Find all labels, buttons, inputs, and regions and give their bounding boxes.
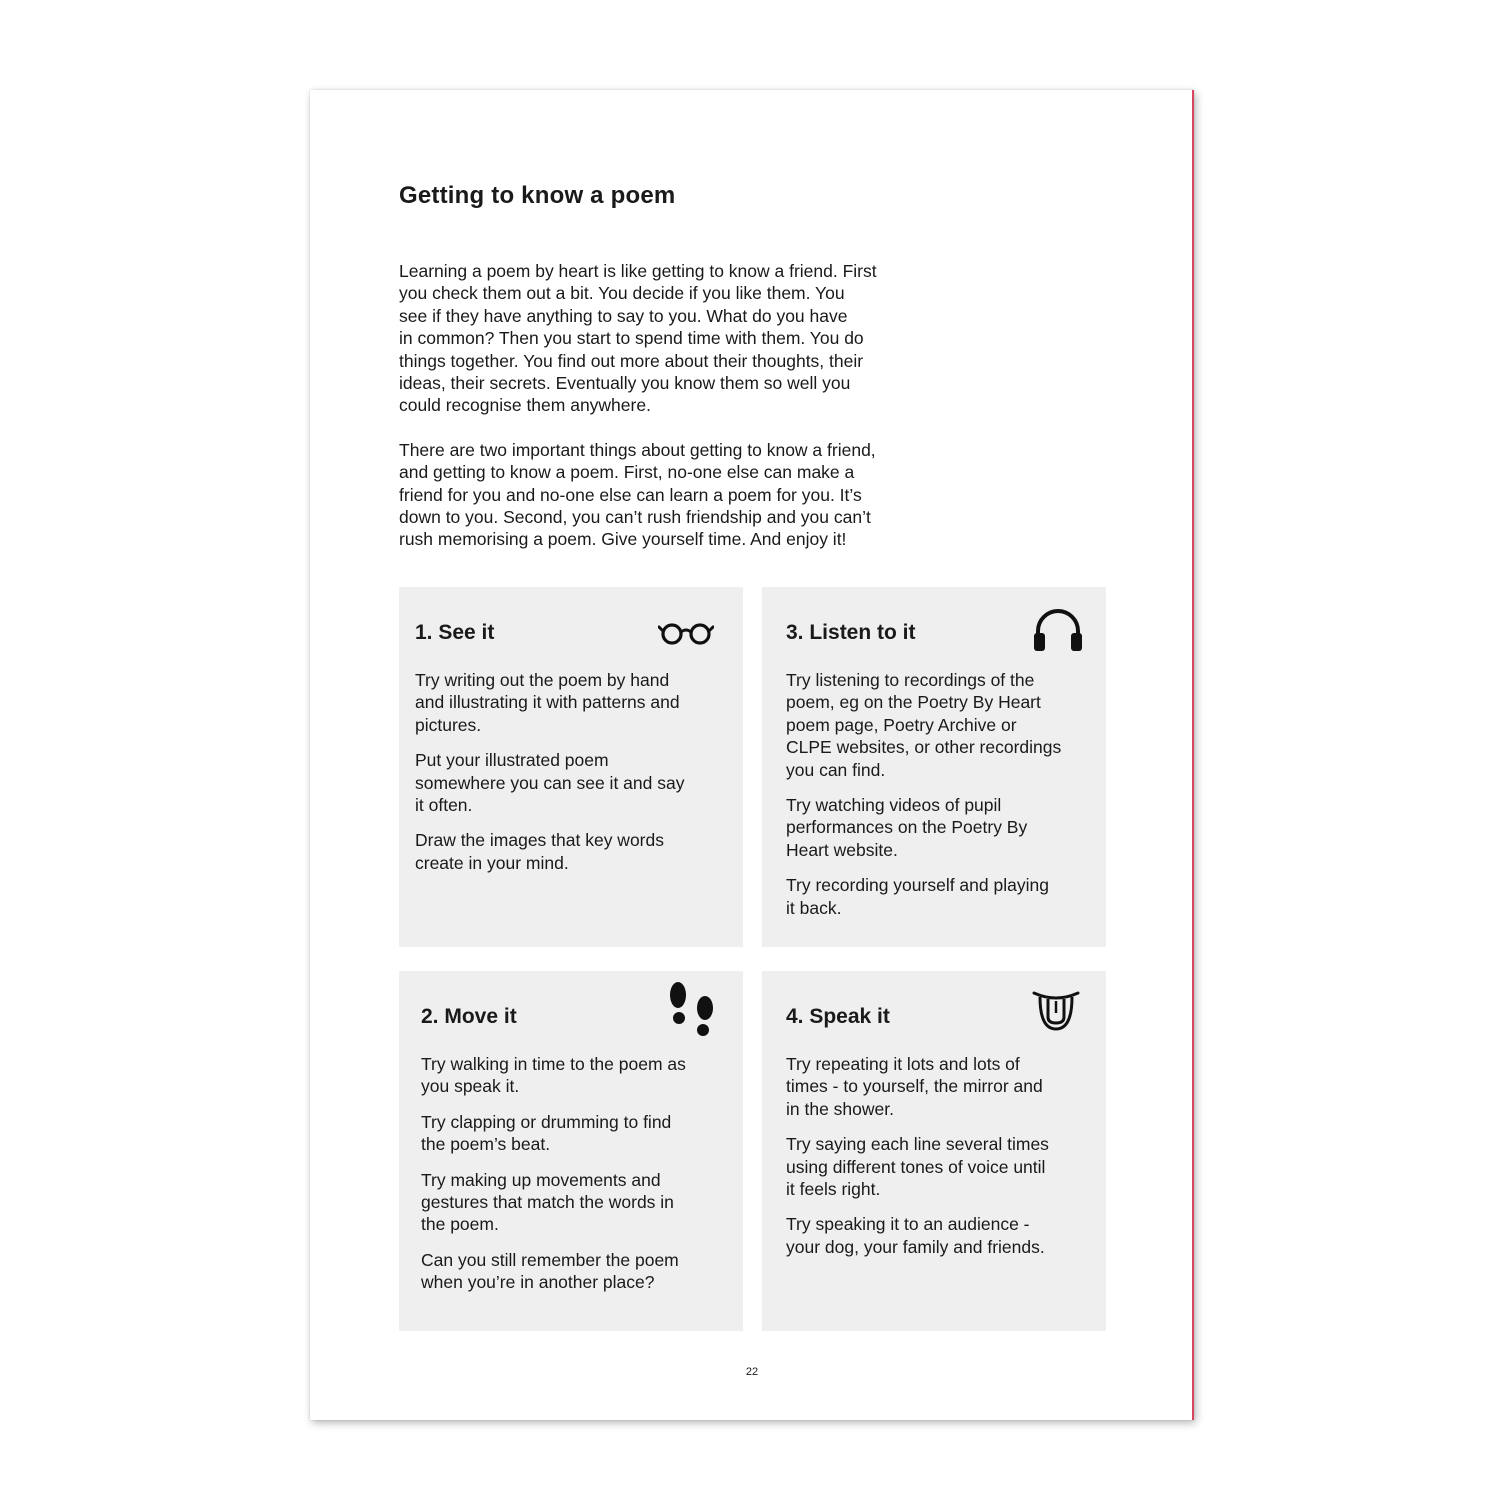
card-heading: 3. Listen to it — [786, 621, 916, 644]
card-paragraph: Draw the images that key words create in your mind. — [415, 830, 664, 873]
card-paragraph: Put your illustrated poem somewhere you can see it and say it often. — [415, 750, 685, 816]
card-paragraph: Try writing out the poem by hand and illustrating it with patterns and pictures. — [415, 670, 680, 735]
footprints-icon — [667, 981, 717, 1039]
card-move-it — [399, 971, 743, 1331]
glasses-icon — [658, 621, 714, 645]
card-paragraph: Try repeating it lots and lots of times - to yourself, the mirror and in the shower. — [786, 1054, 1043, 1119]
card-body — [421, 1053, 741, 1307]
intro-paragraph: Learning a poem by heart is like getting to know a friend. First you check them out a bit. You decide if you like them. You see if they have anything to say to you. What do you have in common? Then you start to spend time with them. You do things together. You find out more about their thoughts, their ideas, their secrets. Eventually you know them so well you could recognise them anywhere. — [399, 261, 877, 416]
card-paragraph: Try walking in time to the poem as you speak it. — [421, 1054, 686, 1097]
card-heading: 4. Speak it — [786, 1005, 890, 1028]
card-paragraph: Try clapping or drumming to find the poem’s beat. — [421, 1111, 672, 1155]
page-number: 22 — [745, 1366, 759, 1378]
intro-text — [399, 260, 959, 573]
card-body — [786, 669, 1106, 932]
card-paragraph: Can you still remember the poem when you’re in another place? — [421, 1249, 679, 1293]
card-paragraph: Try speaking it to an audience - your dog, your family and friends. — [786, 1214, 1045, 1257]
page-title: Getting to know a poem — [399, 182, 676, 209]
document-page — [310, 90, 1194, 1420]
card-see-it — [399, 587, 743, 947]
card-heading: 2. Move it — [421, 1005, 517, 1028]
intro-paragraph: There are two important things about getting to know a friend, and getting to know a poem. First, no-one else can make a friend for you and no-one else can learn a poem for you. It’s down to you. Second, you can’t rush friendship and you can’t rush memorising a poem. Give yourself time. And enjoy it! — [399, 439, 876, 550]
mouth-tongue-icon — [1032, 989, 1080, 1033]
card-paragraph: Try listening to recordings of the poem, eg on the Poetry By Heart poem page, Poetry Archive or CLPE websites, or other recordings you can find. — [786, 670, 1062, 780]
card-body — [786, 1053, 1106, 1271]
card-paragraph: Try recording yourself and playing it back. — [786, 875, 1049, 918]
card-paragraph: Try saying each line several times using different tones of voice until it feels right. — [786, 1134, 1049, 1200]
card-speak-it — [762, 971, 1106, 1331]
card-paragraph: Try watching videos of pupil performances on the Poetry By Heart website. — [786, 795, 1028, 860]
headphones-icon — [1032, 607, 1084, 653]
card-heading: 1. See it — [415, 621, 495, 644]
card-paragraph: Try making up movements and gestures that match the words in the poem. — [421, 1169, 674, 1235]
card-listen-to-it — [762, 587, 1106, 947]
card-body — [415, 669, 735, 887]
